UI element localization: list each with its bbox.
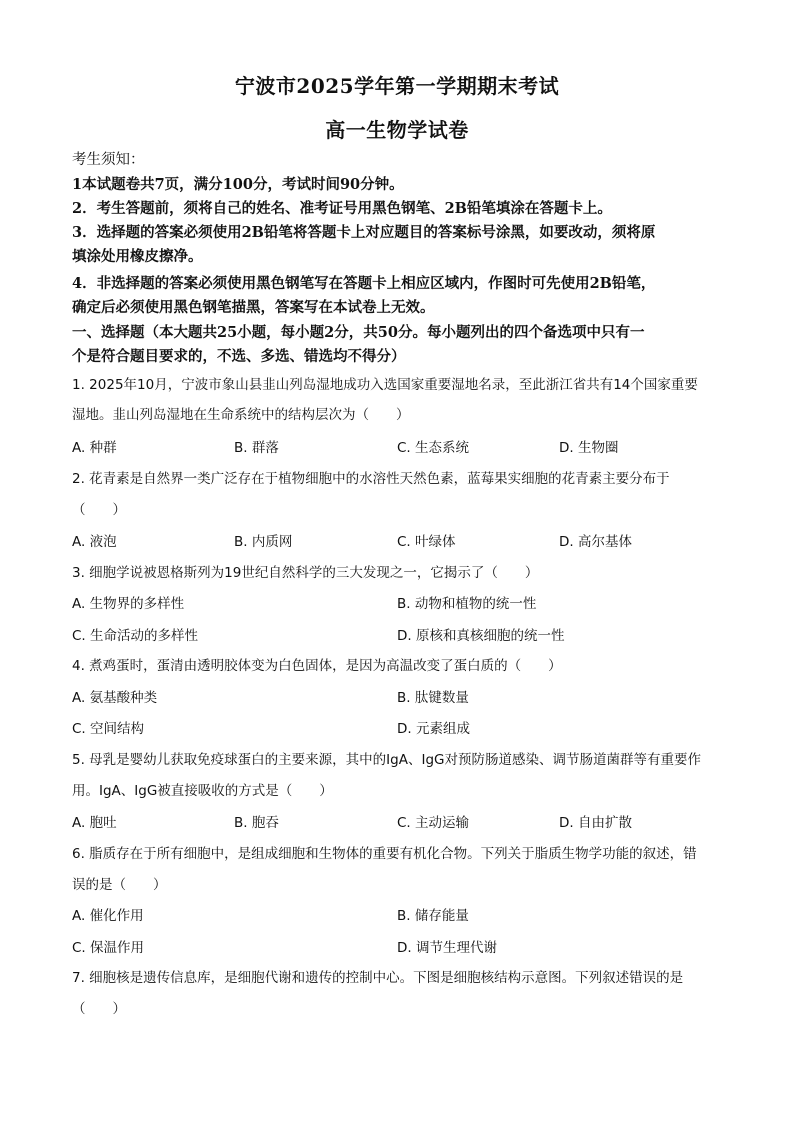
question-options: [72, 686, 732, 706]
option-d: D. 调节生理代谢: [397, 940, 497, 956]
option-d: D. 高尔基体: [559, 534, 632, 550]
exam-subtitle: 高一生物学试卷: [325, 118, 469, 142]
notice-line: 填涂处用橡皮擦净。: [72, 248, 203, 265]
question-text: 4. 煮鸡蛋时，蛋清由透明胶体变为白色固体，是因为高温改变了蛋白质的（ ）: [72, 658, 562, 674]
option-d: D. 原核和真核细胞的统一性: [397, 628, 565, 644]
option-b: B. 内质网: [234, 534, 293, 550]
option-a: A. 种群: [72, 440, 117, 456]
option-d: D. 元素组成: [397, 721, 470, 737]
notice-line: 1本试题卷共7页，满分100分，考试时间90分钟。: [72, 176, 404, 193]
option-b: B. 储存能量: [397, 908, 469, 924]
option-c: C. 主动运输: [397, 815, 470, 831]
option-d: D. 生物圈: [559, 440, 619, 456]
section-heading: 一、选择题（本大题共25小题，每小题2分，共50分。每小题列出的四个备选项中只有一: [72, 324, 645, 341]
option-a: A. 催化作用: [72, 908, 144, 924]
option-d: D. 自由扩散: [559, 815, 632, 831]
option-a: A. 液泡: [72, 534, 117, 550]
question-options: [72, 592, 732, 612]
question-options: [72, 811, 732, 831]
question-text: （ ）: [72, 502, 126, 518]
exam-title: 宁波市2025学年第一学期期末考试: [234, 74, 560, 98]
question-text: 6. 脂质存在于所有细胞中，是组成细胞和生物体的重要有机化合物。下列关于脂质生物学功能的叙述，错: [72, 846, 697, 862]
question-options: [72, 936, 732, 956]
question-text: 1. 2025年10月，宁波市象山县韭山列岛湿地成功入选国家重要湿地名录，至此浙江省共有14个国家重要: [72, 377, 698, 393]
question-options: [72, 436, 732, 456]
option-b: B. 胞吞: [234, 815, 279, 831]
question-text: 7. 细胞核是遗传信息库，是细胞代谢和遗传的控制中心。下图是细胞核结构示意图。下列叙述错误的是: [72, 970, 684, 986]
option-a: A. 氨基酸种类: [72, 690, 158, 706]
option-c: C. 生态系统: [397, 440, 470, 456]
option-c: C. 空间结构: [72, 721, 145, 737]
notice-line: 3．选择题的答案必须使用2B铅笔将答题卡上对应题目的答案标号涂黑，如要改动，须将原: [72, 224, 656, 241]
question-text: 2. 花青素是自然界一类广泛存在于植物细胞中的水溶性天然色素，蓝莓果实细胞的花青素主要分布于: [72, 471, 670, 487]
option-a: A. 生物界的多样性: [72, 596, 185, 612]
question-text: 3. 细胞学说被恩格斯列为19世纪自然科学的三大发现之一，它揭示了（ ）: [72, 565, 539, 581]
question-text: （ ）: [72, 1001, 126, 1017]
notice-line: 2．考生答题前，须将自己的姓名、准考证号用黑色钢笔、2B铅笔填涂在答题卡上。: [72, 200, 612, 217]
notice-heading: 考生须知：: [72, 152, 145, 168]
question-text: 湿地。韭山列岛湿地在生命系统中的结构层次为（ ）: [72, 407, 410, 423]
question-options: [72, 624, 732, 644]
question-options: [72, 904, 732, 924]
option-c: C. 保温作用: [72, 940, 145, 956]
question-options: [72, 717, 732, 737]
option-c: C. 生命活动的多样性: [72, 628, 199, 644]
notice-line: 4．非选择题的答案必须使用黑色钢笔写在答题卡上相应区域内，作图时可先使用2B铅笔，: [72, 275, 656, 292]
question-text: 5. 母乳是婴幼儿获取免疫球蛋白的主要来源，其中的IgA、IgG对预防肠道感染、调节肠道菌群等有重要作: [72, 752, 701, 768]
question-text: 用。IgA、IgG被直接吸收的方式是（ ）: [72, 783, 333, 799]
question-options: [72, 530, 732, 550]
option-b: B. 肽键数量: [397, 690, 469, 706]
notice-line: 确定后必须使用黑色钢笔描黑，答案写在本试卷上无效。: [72, 299, 435, 316]
question-text: 误的是（ ）: [72, 877, 167, 893]
option-b: B. 群落: [234, 440, 279, 456]
option-b: B. 动物和植物的统一性: [397, 596, 537, 612]
option-c: C. 叶绿体: [397, 534, 456, 550]
section-heading: 个是符合题目要求的，不选、多选、错选均不得分）: [72, 348, 406, 365]
option-a: A. 胞吐: [72, 815, 117, 831]
